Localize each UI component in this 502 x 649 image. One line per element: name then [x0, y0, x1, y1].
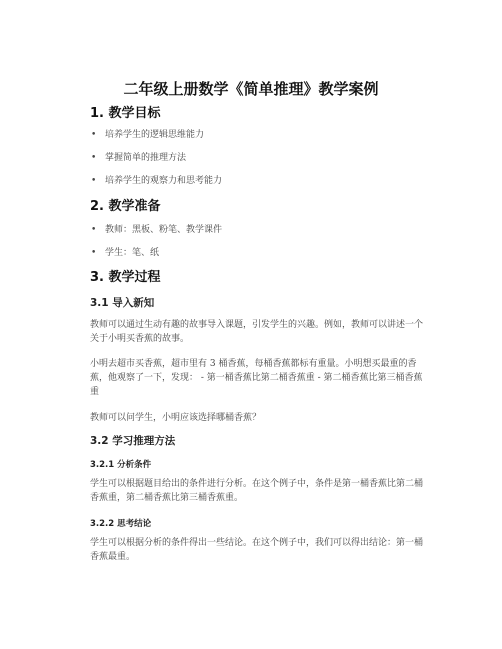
bullet-icon: •	[91, 153, 97, 163]
subsubsection-heading-analyze: 3.2.1 分析条件	[90, 460, 152, 470]
bullet-icon: •	[91, 130, 97, 140]
section-heading-objectives: 1. 教学目标	[90, 106, 161, 121]
paragraph-intro-1: 教师可以通过生动有趣的故事导入课题，引发学生的兴趣。例如，教师可以讲述一个关于小明买香蕉的故事。	[90, 320, 424, 344]
objectives-list	[90, 129, 420, 198]
list-item	[90, 152, 420, 175]
bullet-icon: •	[91, 248, 97, 258]
list-item	[90, 129, 420, 152]
paragraph-analyze: 学生可以根据题目给出的条件进行分析。在这个例子中，条件是第一桶香蕉比第二桶香蕉重，第二桶香蕉比第三桶香蕉重。	[90, 479, 424, 503]
bullet-icon: •	[91, 176, 97, 186]
list-item-text: 培养学生的观察力和思考能力	[105, 176, 223, 186]
paragraph-conclude: 学生可以根据分析的条件得出一些结论。在这个例子中，我们可以得出结论：第一桶香蕉最重。	[90, 538, 424, 562]
subsection-heading-intro: 3.1 导入新知	[90, 297, 155, 309]
paragraph-intro-question: 教师可以问学生，小明应该选择哪桶香蕉？	[90, 413, 262, 423]
list-item	[90, 224, 420, 247]
list-item-text: 培养学生的逻辑思维能力	[105, 130, 205, 140]
preparation-list	[90, 224, 420, 270]
paragraph-intro-story: 小明去超市买香蕉，超市里有 3 桶香蕉，每桶香蕉都标有重量。小明想买最重的香蕉，他观察了一下，发现： - 第一桶香蕉比第二桶香蕉重 - 第二桶香蕉比第三桶香蕉重	[90, 359, 423, 397]
bullet-icon: •	[91, 225, 97, 235]
section-heading-process: 3. 教学过程	[90, 270, 161, 285]
list-item-text: 教师：黑板、粉笔、教学课件	[105, 225, 223, 235]
list-item-text: 掌握简单的推理方法	[105, 153, 187, 163]
section-heading-preparation: 2. 教学准备	[90, 199, 161, 214]
subsubsection-heading-conclude: 3.2.2 思考结论	[90, 519, 152, 529]
subsection-heading-methods: 3.2 学习推理方法	[90, 435, 176, 447]
list-item-text: 学生：笔、纸	[105, 248, 160, 258]
document-title: 二年级上册数学《简单推理》教学案例	[123, 80, 379, 98]
